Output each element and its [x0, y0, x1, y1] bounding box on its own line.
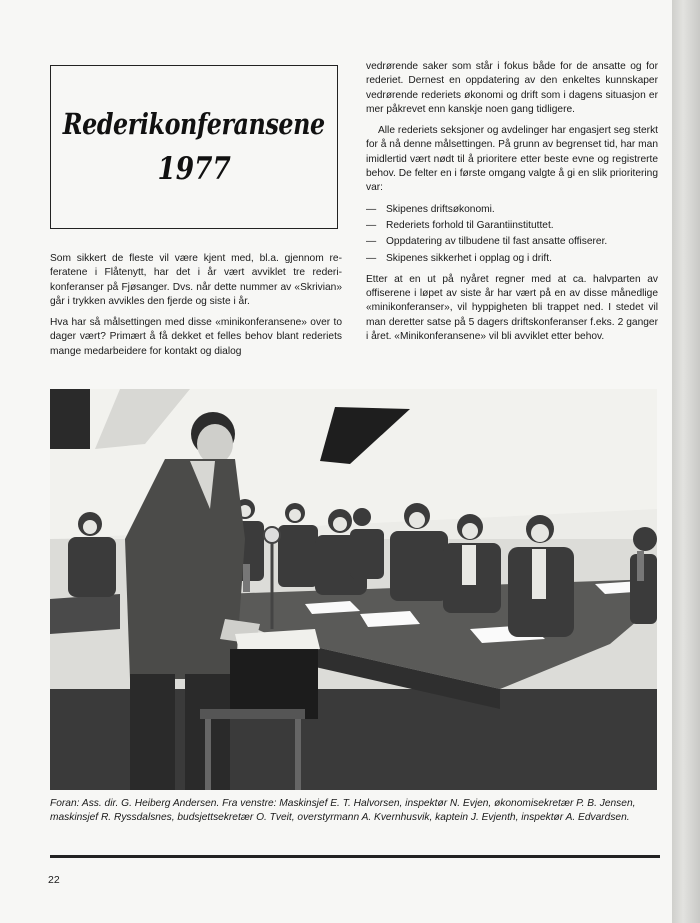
article-title: Rederikonferansene: [63, 107, 325, 141]
right-column: [366, 60, 658, 351]
right-paragraph-3: Etter at en ut på nyåret regner med at ca. halvparten av offiserene i løpet av siste år har vært på en av disse månedlige «minikonferanser», vil hyppigheten bli trappet ned. I stedet vil man deretter satse på 5 dagers driftskonferanser f.eks. 2 ganger i året. «Minikonferansene» vil bli avviklet etter behov.: [366, 273, 658, 343]
page-number: 22: [48, 874, 60, 886]
title-box: [50, 65, 338, 229]
right-paragraph-2: Alle rederiets seksjoner og avdelinger har engasjert seg sterkt for å nå denne målsettingen. På grunn av begrenset tid, har man imidlertid vært nødt til å prioritere etter beste evne og registrerte behov. De felter en i første omgang valgte å gi en slik prioritering var:: [366, 125, 658, 194]
list-item: — Skipenes driftsøkonomi.: [366, 203, 658, 217]
list-item: — Oppdatering av tilbudene til fast ansatte offiserer.: [366, 235, 658, 249]
list-item: — Rederiets forhold til Garantiinstituttet.: [366, 219, 658, 233]
priority-list: [366, 203, 658, 266]
conference-photo: [50, 389, 657, 790]
left-column: [50, 252, 342, 366]
photo-caption: Foran: Ass. dir. G. Heiberg Andersen. Fra venstre: Maskinsjef E. T. Halvorsen, inspektør N. Evjen, økonomisekretær P. B. Jensen, maskinsjef R. Ryssdalsnes, budsjettsekretær O. Tveit, overstyrmann A. Kvernhusvik, kaptein J. Evjenth, inspektør A. Edvardsen.: [50, 798, 636, 824]
left-paragraph-2: Hva har så målsettingen med disse «minikonferansene» over to dager vært? Primært å få dekket et felles behov blant rederiets mange medarbeidere for kontakt og dialog: [50, 317, 342, 357]
footer-rule: [50, 855, 660, 858]
right-paragraph-1: vedrørende saker som står i fokus både for de ansatte og for rederiet. Dernest en oppdatering av den enkeltes kunnskaper vedrørende rederiets økonomi og drift som i dagens situasjon er mer påkrevet enn kanskje noen gang tidligere.: [366, 61, 658, 115]
left-paragraph-1: Som sikkert de fleste vil være kjent med, bl.a. gjennom referatene i Flåtenytt, har det i år vært avviklet tre rederikonferanser på Fjøsanger. Dvs. når dette nummer av «Skrivian» går i trykken avvikles den fjerde og siste i år.: [50, 253, 342, 307]
page-edge: [672, 0, 700, 923]
list-item: — Skipenes sikkerhet i opplag og i drift.: [366, 252, 658, 266]
article-year: 1977: [157, 151, 231, 187]
